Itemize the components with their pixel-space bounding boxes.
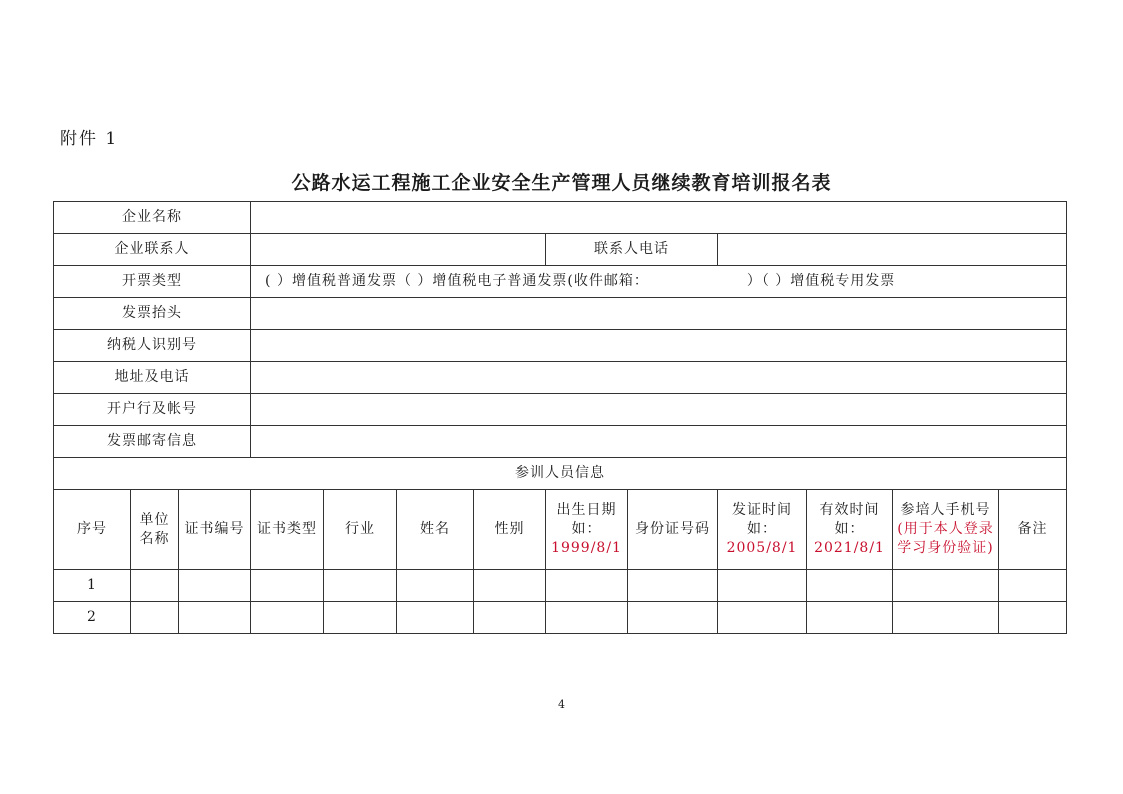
taxpayer-id-field[interactable]: [251, 330, 1067, 362]
cell-cert-no[interactable]: [179, 602, 251, 634]
cell-birth-date[interactable]: [546, 570, 628, 602]
invoice-title-field[interactable]: [251, 298, 1067, 330]
col-header-cert-type: 证书类型: [251, 490, 324, 570]
contact-phone-label: 联系人电话: [546, 234, 718, 266]
cell-id-no[interactable]: [628, 602, 718, 634]
col-header-name: 姓名: [397, 490, 474, 570]
cell-id-no[interactable]: [628, 570, 718, 602]
taxpayer-id-label: 纳税人识别号: [54, 330, 251, 362]
cell-phone[interactable]: [893, 602, 999, 634]
row-trainee-section: [54, 458, 1067, 490]
cell-unit-name[interactable]: [131, 602, 179, 634]
cell-issue-date[interactable]: [718, 602, 807, 634]
invoice-mailing-label: 发票邮寄信息: [54, 426, 251, 458]
cell-birth-date[interactable]: [546, 602, 628, 634]
cell-remarks[interactable]: [999, 570, 1067, 602]
contact-phone-field[interactable]: [718, 234, 1067, 266]
row-seq: 1: [54, 570, 131, 602]
col-header-issue-date: [718, 490, 807, 570]
company-name-label: 企业名称: [54, 202, 251, 234]
valid-date-example: 2021/8/1: [814, 539, 885, 556]
col-header-phone: [893, 490, 999, 570]
invoice-type-label: 开票类型: [54, 266, 251, 298]
phone-note: (用于本人登录学习身份验证): [897, 521, 994, 556]
cell-cert-type[interactable]: [251, 570, 324, 602]
issue-date-label: 发证时间如：: [732, 502, 793, 538]
col-header-cert-no: 证书编号: [179, 490, 251, 570]
valid-date-label: 有效时间如：: [819, 502, 880, 538]
row-bank-account: [54, 394, 1067, 426]
issue-date-example: 2005/8/1: [726, 539, 798, 556]
col-header-gender: 性别: [474, 490, 546, 570]
cell-remarks[interactable]: [999, 602, 1067, 634]
col-header-seq: 序号: [54, 490, 131, 570]
trainee-header-row: [54, 490, 1067, 570]
col-header-valid-date: [807, 490, 893, 570]
birth-date-label: 出生日期如：: [556, 502, 617, 538]
col-header-id-no: 身份证号码: [628, 490, 718, 570]
registration-form-table: [53, 201, 1067, 634]
col-header-remarks: 备注: [999, 490, 1067, 570]
row-invoice-title: [54, 298, 1067, 330]
cell-cert-no[interactable]: [179, 570, 251, 602]
row-seq: 2: [54, 602, 131, 634]
row-address-phone: [54, 362, 1067, 394]
bank-account-label: 开户行及帐号: [54, 394, 251, 426]
company-name-field[interactable]: [251, 202, 1067, 234]
col-header-industry: 行业: [324, 490, 397, 570]
cell-phone[interactable]: [893, 570, 999, 602]
cell-unit-name[interactable]: [131, 570, 179, 602]
cell-industry[interactable]: [324, 602, 397, 634]
col-header-unit-name: 单位名称: [131, 490, 179, 570]
form-title: 公路水运工程施工企业安全生产管理人员继续教育培训报名表: [291, 172, 832, 194]
cell-gender[interactable]: [474, 602, 546, 634]
cell-cert-type[interactable]: [251, 602, 324, 634]
cell-gender[interactable]: [474, 570, 546, 602]
row-invoice-mailing: [54, 426, 1067, 458]
invoice-mailing-field[interactable]: [251, 426, 1067, 458]
cell-issue-date[interactable]: [718, 570, 807, 602]
phone-label: 参培人手机号: [900, 502, 991, 519]
address-phone-label: 地址及电话: [54, 362, 251, 394]
row-contact: [54, 234, 1067, 266]
page-number: 4: [558, 698, 565, 711]
contact-person-label: 企业联系人: [54, 234, 251, 266]
invoice-title-label: 发票抬头: [54, 298, 251, 330]
trainee-row: [54, 602, 1067, 634]
trainee-section-title: 参训人员信息: [54, 458, 1067, 490]
attachment-label: 附件 1: [60, 129, 119, 149]
row-taxpayer-id: [54, 330, 1067, 362]
row-invoice-type: [54, 266, 1067, 298]
trainee-row: [54, 570, 1067, 602]
invoice-type-options[interactable]: ( ）增值税普通发票（ ）增值税电子普通发票(收件邮箱： ）（ ）增值税专用发票: [251, 266, 1067, 298]
birth-date-example: 1999/8/1: [551, 539, 622, 556]
address-phone-field[interactable]: [251, 362, 1067, 394]
cell-valid-date[interactable]: [807, 602, 893, 634]
cell-name[interactable]: [397, 602, 474, 634]
row-company-name: [54, 202, 1067, 234]
contact-person-field[interactable]: [251, 234, 546, 266]
cell-valid-date[interactable]: [807, 570, 893, 602]
cell-industry[interactable]: [324, 570, 397, 602]
bank-account-field[interactable]: [251, 394, 1067, 426]
col-header-birth-date: [546, 490, 628, 570]
cell-name[interactable]: [397, 570, 474, 602]
